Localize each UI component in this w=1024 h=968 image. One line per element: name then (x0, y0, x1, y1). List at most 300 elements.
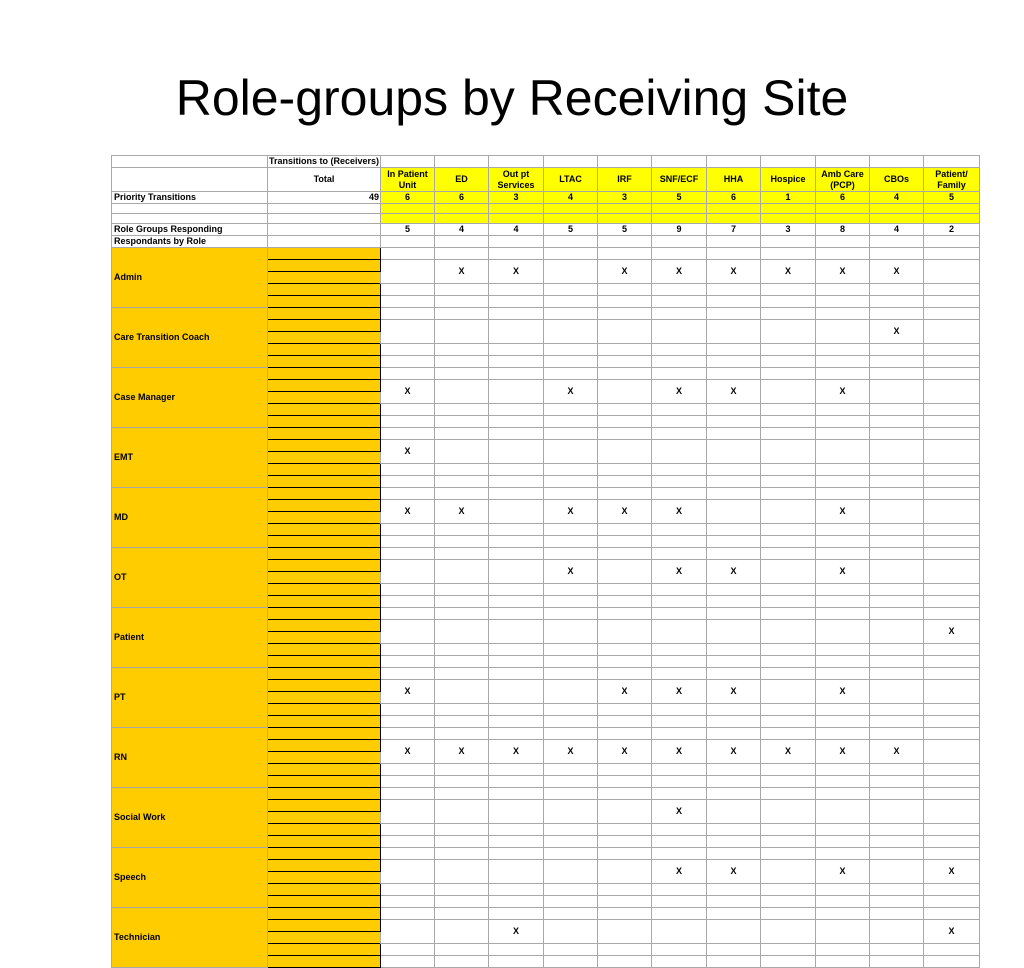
table-cell (489, 416, 544, 428)
role-mark-irf (598, 380, 652, 404)
table-cell (268, 356, 381, 368)
table-cell (652, 884, 707, 896)
role-mark-pf (924, 440, 980, 464)
table-cell (870, 548, 924, 560)
role-mark-ed (435, 800, 489, 824)
table-cell (544, 476, 598, 488)
role-mark-ltac (544, 680, 598, 704)
table-cell (816, 896, 870, 908)
table-cell (652, 236, 707, 248)
table-cell (707, 596, 761, 608)
role-mark-ed: X (435, 740, 489, 764)
table-cell (268, 464, 381, 476)
role-mark-ipu: X (381, 500, 435, 524)
role-mark-irf (598, 620, 652, 644)
table-cell (268, 848, 381, 860)
role-name: OT (112, 548, 268, 608)
table-cell (870, 416, 924, 428)
table-cell (544, 728, 598, 740)
table-cell (268, 740, 381, 752)
table-cell (652, 764, 707, 776)
table-cell (652, 956, 707, 968)
table-cell (268, 284, 381, 296)
table-cell (598, 584, 652, 596)
table-cell (489, 608, 544, 620)
table-cell (707, 884, 761, 896)
role-mark-cbos (870, 560, 924, 584)
table-cell (816, 644, 870, 656)
table-cell (707, 656, 761, 668)
role-mark-amb: X (816, 680, 870, 704)
table-cell (435, 896, 489, 908)
table-cell (544, 248, 598, 260)
table-cell (544, 416, 598, 428)
table-cell (489, 848, 544, 860)
table-cell (652, 464, 707, 476)
table-cell (761, 596, 816, 608)
role-mark-ltac (544, 860, 598, 884)
table-cell (435, 248, 489, 260)
table-cell (707, 728, 761, 740)
table-cell (544, 596, 598, 608)
table-cell (598, 368, 652, 380)
role-mark-hha (707, 500, 761, 524)
role-mark-ltac: X (544, 740, 598, 764)
role-mark-amb: X (816, 860, 870, 884)
table-cell (870, 236, 924, 248)
table-cell (381, 728, 435, 740)
table-cell (707, 716, 761, 728)
table-cell (816, 344, 870, 356)
role-mark-cbos: X (870, 740, 924, 764)
role-row (112, 248, 980, 260)
table-cell (435, 704, 489, 716)
role-mark-pf (924, 740, 980, 764)
table-cell (652, 776, 707, 788)
role-mark-ltac: X (544, 500, 598, 524)
column-header-pf: Patient/ Family (924, 168, 980, 192)
role-mark-irf (598, 440, 652, 464)
table-cell (870, 836, 924, 848)
table-cell (761, 416, 816, 428)
table-cell (268, 224, 381, 236)
table-cell (435, 944, 489, 956)
table-cell (268, 572, 381, 584)
table-cell (268, 214, 381, 224)
table-cell (761, 296, 816, 308)
role-name: PT (112, 668, 268, 728)
table-cell (761, 204, 816, 214)
table-cell (381, 764, 435, 776)
table-cell (381, 214, 435, 224)
role-mark-snf: X (652, 500, 707, 524)
table-cell (761, 728, 816, 740)
table-cell (870, 488, 924, 500)
table-cell (598, 296, 652, 308)
table-cell (652, 848, 707, 860)
column-header-ltac: LTAC (544, 168, 598, 192)
table-cell (381, 776, 435, 788)
table-cell (924, 368, 980, 380)
role-mark-hospice (761, 800, 816, 824)
table-cell (870, 776, 924, 788)
table-cell (707, 548, 761, 560)
column-header-irf: IRF (598, 168, 652, 192)
table-cell (544, 284, 598, 296)
table-cell (381, 608, 435, 620)
role-mark-cbos: X (870, 320, 924, 344)
table-cell (544, 368, 598, 380)
table-cell (761, 908, 816, 920)
role-mark-ipu (381, 920, 435, 944)
table-cell (381, 788, 435, 800)
table-cell (816, 464, 870, 476)
table-cell (924, 884, 980, 896)
table-cell (870, 356, 924, 368)
table-cell (761, 944, 816, 956)
table-cell (761, 848, 816, 860)
table-cell (707, 248, 761, 260)
table-cell (489, 428, 544, 440)
table-cell (761, 428, 816, 440)
table-cell (761, 156, 816, 168)
table-cell (652, 704, 707, 716)
role-mark-pf: X (924, 920, 980, 944)
table-cell (598, 356, 652, 368)
role-mark-hha: X (707, 380, 761, 404)
table-cell (816, 824, 870, 836)
table-cell (489, 368, 544, 380)
table-cell (598, 776, 652, 788)
role-mark-irf (598, 320, 652, 344)
table-cell (924, 644, 980, 656)
table-cell (816, 776, 870, 788)
table-cell (707, 836, 761, 848)
table-cell (544, 824, 598, 836)
table-cell (707, 488, 761, 500)
table-cell (924, 416, 980, 428)
table-cell (489, 488, 544, 500)
table-cell (816, 848, 870, 860)
table-cell (816, 836, 870, 848)
table-cell (924, 476, 980, 488)
table-cell (816, 584, 870, 596)
table-cell (544, 704, 598, 716)
table-cell (707, 476, 761, 488)
table-cell (435, 524, 489, 536)
role-mark-ipu (381, 560, 435, 584)
table-cell (381, 884, 435, 896)
table-cell (489, 156, 544, 168)
table-cell (435, 308, 489, 320)
table-cell (489, 776, 544, 788)
responding-value: 5 (598, 224, 652, 236)
role-mark-cbos (870, 680, 924, 704)
table-cell (816, 668, 870, 680)
table-cell (598, 464, 652, 476)
table-cell (435, 608, 489, 620)
role-mark-ed (435, 320, 489, 344)
table-cell (870, 896, 924, 908)
role-mark-out (489, 860, 544, 884)
table-cell (816, 248, 870, 260)
role-mark-ltac: X (544, 380, 598, 404)
table-cell (268, 500, 381, 512)
table-cell (652, 296, 707, 308)
table-cell (544, 884, 598, 896)
role-mark-out (489, 380, 544, 404)
table-cell (652, 428, 707, 440)
table-cell (544, 656, 598, 668)
table-cell (544, 944, 598, 956)
table-cell (544, 536, 598, 548)
table-cell (924, 404, 980, 416)
role-mark-hospice: X (761, 740, 816, 764)
priority-value: 5 (652, 192, 707, 204)
table-cell (707, 896, 761, 908)
role-mark-ipu: X (381, 380, 435, 404)
table-cell (870, 884, 924, 896)
role-mark-hha: X (707, 740, 761, 764)
table-cell (381, 308, 435, 320)
table-cell (598, 404, 652, 416)
role-name: Case Manager (112, 368, 268, 428)
role-mark-out (489, 320, 544, 344)
table-cell (924, 896, 980, 908)
table-cell (489, 356, 544, 368)
table-cell (544, 716, 598, 728)
table-cell (268, 728, 381, 740)
table-cell (489, 214, 544, 224)
role-row (112, 788, 980, 800)
role-mark-amb: X (816, 740, 870, 764)
table-cell (816, 428, 870, 440)
table-cell (816, 368, 870, 380)
table-cell (870, 704, 924, 716)
table-cell (381, 356, 435, 368)
table-cell (707, 416, 761, 428)
table-cell (435, 776, 489, 788)
role-row (112, 548, 980, 560)
priority-value: 6 (381, 192, 435, 204)
table-cell (761, 788, 816, 800)
table-cell (761, 284, 816, 296)
table-cell (544, 776, 598, 788)
table-cell (268, 204, 381, 214)
role-mark-hospice (761, 860, 816, 884)
role-mark-amb (816, 620, 870, 644)
table-cell (112, 168, 268, 192)
table-cell (816, 356, 870, 368)
table-cell (435, 728, 489, 740)
role-mark-cbos (870, 440, 924, 464)
role-mark-out (489, 620, 544, 644)
table-cell (268, 344, 381, 356)
table-cell (489, 824, 544, 836)
role-mark-ipu (381, 260, 435, 284)
role-mark-irf: X (598, 260, 652, 284)
role-mark-irf (598, 560, 652, 584)
role-mark-ipu (381, 320, 435, 344)
table-cell (435, 296, 489, 308)
table-cell (381, 848, 435, 860)
table-cell (652, 908, 707, 920)
table-cell (268, 644, 381, 656)
table-cell (544, 608, 598, 620)
role-mark-ed: X (435, 260, 489, 284)
table-cell (707, 776, 761, 788)
table-cell (544, 548, 598, 560)
table-cell (924, 214, 980, 224)
table-cell (544, 204, 598, 214)
role-mark-amb: X (816, 560, 870, 584)
role-row (112, 608, 980, 620)
table-cell (381, 536, 435, 548)
table-cell (381, 908, 435, 920)
role-mark-amb (816, 920, 870, 944)
responding-value: 4 (435, 224, 489, 236)
table-cell (652, 344, 707, 356)
table-cell (268, 260, 381, 272)
role-mark-ed (435, 380, 489, 404)
table-cell (924, 204, 980, 214)
table-cell (268, 380, 381, 392)
table-cell (652, 214, 707, 224)
priority-value: 6 (707, 192, 761, 204)
table-cell (816, 704, 870, 716)
table-cell (268, 788, 381, 800)
role-mark-hospice (761, 620, 816, 644)
role-mark-out (489, 440, 544, 464)
priority-total: 49 (268, 192, 381, 204)
table-cell (870, 668, 924, 680)
table-cell (489, 656, 544, 668)
table-cell (761, 488, 816, 500)
table-cell (816, 214, 870, 224)
table-cell (652, 608, 707, 620)
table-cell (870, 908, 924, 920)
table-cell (707, 204, 761, 214)
spacer-row (112, 204, 980, 214)
header-row-span (112, 156, 980, 168)
table-cell (761, 584, 816, 596)
table-cell (435, 236, 489, 248)
table-cell (707, 156, 761, 168)
table-cell (489, 884, 544, 896)
table-cell (435, 764, 489, 776)
table-cell (761, 548, 816, 560)
column-header-total: Total (268, 168, 381, 192)
table-cell (652, 156, 707, 168)
column-header-hospice: Hospice (761, 168, 816, 192)
role-mark-hha: X (707, 680, 761, 704)
table-cell (598, 476, 652, 488)
table-cell (489, 908, 544, 920)
table-cell (268, 620, 381, 632)
role-row (112, 728, 980, 740)
column-header-snf: SNF/ECF (652, 168, 707, 192)
role-mark-pf (924, 500, 980, 524)
role-mark-pf (924, 380, 980, 404)
role-mark-ed (435, 860, 489, 884)
table-cell (435, 356, 489, 368)
header-row-columns (112, 168, 980, 192)
role-row (112, 308, 980, 320)
table-cell (598, 428, 652, 440)
table-cell (598, 944, 652, 956)
table-cell (761, 836, 816, 848)
table-cell (761, 236, 816, 248)
priority-label: Priority Transitions (112, 192, 268, 204)
table-cell (652, 668, 707, 680)
table-cell (924, 956, 980, 968)
table-cell (598, 656, 652, 668)
role-mark-hospice (761, 320, 816, 344)
table-cell (870, 596, 924, 608)
role-mark-ltac (544, 320, 598, 344)
responding-value: 4 (870, 224, 924, 236)
table-cell (652, 368, 707, 380)
table-cell (544, 524, 598, 536)
table-cell (652, 836, 707, 848)
table-cell (924, 728, 980, 740)
table-cell (870, 344, 924, 356)
table-cell (435, 644, 489, 656)
role-name: Technician (112, 908, 268, 968)
table-cell (652, 536, 707, 548)
table-cell (816, 728, 870, 740)
table-cell (924, 428, 980, 440)
table-cell (707, 908, 761, 920)
table-cell (816, 596, 870, 608)
table-cell (544, 488, 598, 500)
table-cell (112, 156, 268, 168)
table-cell (544, 644, 598, 656)
table-cell (544, 308, 598, 320)
role-mark-hha: X (707, 560, 761, 584)
table-cell (707, 214, 761, 224)
table-cell (544, 428, 598, 440)
role-mark-hha (707, 620, 761, 644)
table-cell (924, 548, 980, 560)
table-cell (761, 776, 816, 788)
table-cell (870, 956, 924, 968)
table-cell (924, 464, 980, 476)
table-cell (707, 344, 761, 356)
table-cell (268, 308, 381, 320)
table-cell (707, 464, 761, 476)
role-mark-ed (435, 560, 489, 584)
table-cell (544, 214, 598, 224)
role-mark-snf (652, 920, 707, 944)
table-cell (489, 836, 544, 848)
table-cell (268, 428, 381, 440)
role-mark-hha: X (707, 860, 761, 884)
table-cell (707, 536, 761, 548)
role-mark-amb (816, 800, 870, 824)
table-cell (707, 944, 761, 956)
role-mark-hospice (761, 440, 816, 464)
responding-value: 5 (381, 224, 435, 236)
table-cell (268, 608, 381, 620)
table-cell (761, 956, 816, 968)
role-row (112, 488, 980, 500)
table-cell (489, 596, 544, 608)
table-cell (924, 344, 980, 356)
role-mark-hospice (761, 560, 816, 584)
role-mark-snf: X (652, 380, 707, 404)
table-cell (761, 824, 816, 836)
